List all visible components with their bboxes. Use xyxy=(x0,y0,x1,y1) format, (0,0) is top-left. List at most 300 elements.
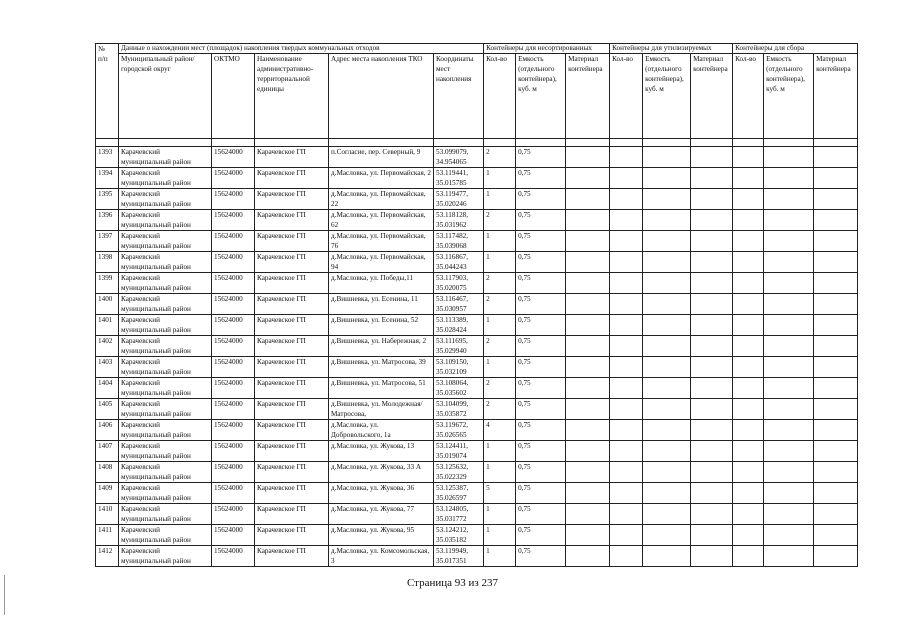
row-number: 1393 xyxy=(96,147,119,168)
collect-count-cell xyxy=(733,315,764,336)
unit-cell: Карачевское ГП xyxy=(255,483,329,504)
collect-material-cell xyxy=(814,273,858,294)
recycle-count-cell xyxy=(610,546,643,567)
collect-count-cell xyxy=(733,504,764,525)
collect-count-cell xyxy=(733,483,764,504)
collect-count-cell xyxy=(733,525,764,546)
collect-material-cell xyxy=(814,147,858,168)
recycle-count-cell xyxy=(610,189,643,210)
address-cell: д.Вишневка, ул. Есенина, 52 xyxy=(329,315,434,336)
unit-cell: Карачевское ГП xyxy=(255,420,329,441)
col-header-collect-material: Материал контейнера xyxy=(814,54,858,139)
address-cell: д.Масловка, ул. Первомайская, 94 xyxy=(329,252,434,273)
recycle-material-cell xyxy=(691,504,733,525)
recycle-capacity-cell xyxy=(643,231,691,252)
district-cell: Карачевский муниципальный район xyxy=(119,357,212,378)
collect-material-cell xyxy=(814,420,858,441)
col-header-recycle-capacity: Емкость (отдельного контейнера), куб. м xyxy=(643,54,691,139)
table-row xyxy=(96,462,858,483)
unit-cell: Карачевское ГП xyxy=(255,504,329,525)
district-cell: Карачевский муниципальный район xyxy=(119,546,212,567)
col-header-address: Адрес места накопления ТКО xyxy=(329,54,434,139)
table-row xyxy=(96,336,858,357)
collect-material-cell xyxy=(814,525,858,546)
table-row xyxy=(96,273,858,294)
collect-capacity-cell xyxy=(764,252,814,273)
recycle-capacity-cell xyxy=(643,525,691,546)
collect-material-cell xyxy=(814,294,858,315)
oktmo-cell: 15624000 xyxy=(212,420,255,441)
unit-cell: Карачевское ГП xyxy=(255,147,329,168)
recycle-count-cell xyxy=(610,504,643,525)
waste-sites-table xyxy=(95,43,858,567)
coords-cell: 53.099079, 34.954065 xyxy=(434,147,484,168)
unit-cell: Карачевское ГП xyxy=(255,315,329,336)
collect-count-cell xyxy=(733,231,764,252)
unit-cell: Карачевское ГП xyxy=(255,189,329,210)
collect-material-cell xyxy=(814,399,858,420)
recycle-capacity-cell xyxy=(643,252,691,273)
unsorted-count-cell: 1 xyxy=(484,504,516,525)
coords-cell: 53.117903, 35.020075 xyxy=(434,273,484,294)
recycle-material-cell xyxy=(691,273,733,294)
coords-cell: 53.108064, 35.035602 xyxy=(434,378,484,399)
address-cell: д.Вишневка, ул. Есенина, 11 xyxy=(329,294,434,315)
recycle-count-cell xyxy=(610,294,643,315)
table-row xyxy=(96,189,858,210)
collect-material-cell xyxy=(814,168,858,189)
recycle-material-cell xyxy=(691,294,733,315)
recycle-material-cell xyxy=(691,441,733,462)
unit-cell: Карачевское ГП xyxy=(255,294,329,315)
recycle-material-cell xyxy=(691,147,733,168)
unsorted-material-cell xyxy=(566,357,610,378)
oktmo-cell: 15624000 xyxy=(212,399,255,420)
collect-capacity-cell xyxy=(764,189,814,210)
coords-cell: 53.117482, 35.039068 xyxy=(434,231,484,252)
unsorted-count-cell: 2 xyxy=(484,147,516,168)
row-number: 1404 xyxy=(96,378,119,399)
unsorted-material-cell xyxy=(566,399,610,420)
unsorted-material-cell xyxy=(566,336,610,357)
collect-capacity-cell xyxy=(764,483,814,504)
unsorted-material-cell xyxy=(566,504,610,525)
group-header-collect: Контейнеры для сбора xyxy=(733,44,858,54)
unsorted-material-cell xyxy=(566,420,610,441)
recycle-count-cell xyxy=(610,483,643,504)
unsorted-material-cell xyxy=(566,483,610,504)
table-row xyxy=(96,420,858,441)
collect-material-cell xyxy=(814,504,858,525)
coords-cell: 53.124411, 35.019074 xyxy=(434,441,484,462)
col-header-oktmo: ОКТМО xyxy=(212,54,255,139)
coords-cell: 53.116467, 35.030957 xyxy=(434,294,484,315)
collect-capacity-cell xyxy=(764,420,814,441)
row-number: 1408 xyxy=(96,462,119,483)
unit-cell: Карачевское ГП xyxy=(255,525,329,546)
row-number: 1398 xyxy=(96,252,119,273)
oktmo-cell: 15624000 xyxy=(212,147,255,168)
unsorted-count-cell: 2 xyxy=(484,336,516,357)
oktmo-cell: 15624000 xyxy=(212,210,255,231)
unsorted-count-cell: 2 xyxy=(484,378,516,399)
col-header-collect-capacity: Емкость (отдельного контейнера), куб. м xyxy=(764,54,814,139)
collect-capacity-cell xyxy=(764,378,814,399)
coords-cell: 53.124212, 35.035182 xyxy=(434,525,484,546)
col-header-unsorted-count: Кол-во xyxy=(484,54,516,139)
collect-material-cell xyxy=(814,483,858,504)
collect-count-cell xyxy=(733,462,764,483)
coords-cell: 53.119949, 35.017351 xyxy=(434,546,484,567)
unsorted-count-cell: 1 xyxy=(484,525,516,546)
recycle-count-cell xyxy=(610,147,643,168)
table-row xyxy=(96,357,858,378)
district-cell: Карачевский муниципальный район xyxy=(119,168,212,189)
district-cell: Карачевский муниципальный район xyxy=(119,252,212,273)
oktmo-cell: 15624000 xyxy=(212,294,255,315)
col-header-recycle-material: Материал контейнера xyxy=(691,54,733,139)
recycle-material-cell xyxy=(691,525,733,546)
recycle-material-cell xyxy=(691,210,733,231)
recycle-material-cell xyxy=(691,420,733,441)
collect-count-cell xyxy=(733,399,764,420)
recycle-capacity-cell xyxy=(643,441,691,462)
collect-count-cell xyxy=(733,420,764,441)
collect-material-cell xyxy=(814,378,858,399)
col-header-unit: Наименование административно-территориальной единицы xyxy=(255,54,329,139)
district-cell: Карачевский муниципальный район xyxy=(119,273,212,294)
unsorted-count-cell: 1 xyxy=(484,546,516,567)
oktmo-cell: 15624000 xyxy=(212,462,255,483)
collect-capacity-cell xyxy=(764,399,814,420)
unsorted-material-cell xyxy=(566,441,610,462)
collect-capacity-cell xyxy=(764,210,814,231)
oktmo-cell: 15624000 xyxy=(212,357,255,378)
address-cell: д.Масловка, ул. Первомайская, 62 xyxy=(329,210,434,231)
district-cell: Карачевский муниципальный район xyxy=(119,525,212,546)
group-header-main: Данные о нахождении мест (площадок) накопления твердых коммунальных отходов xyxy=(119,44,484,54)
address-cell: д.Масловка, ул. Жукова, 36 xyxy=(329,483,434,504)
recycle-capacity-cell xyxy=(643,336,691,357)
collect-capacity-cell xyxy=(764,546,814,567)
collect-material-cell xyxy=(814,462,858,483)
recycle-count-cell xyxy=(610,420,643,441)
collect-material-cell xyxy=(814,252,858,273)
unit-cell: Карачевское ГП xyxy=(255,210,329,231)
oktmo-cell: 15624000 xyxy=(212,273,255,294)
unsorted-capacity-cell: 0,75 xyxy=(516,231,566,252)
collect-count-cell xyxy=(733,294,764,315)
address-cell: д.Масловка, ул. Жукова, 77 xyxy=(329,504,434,525)
unsorted-capacity-cell: 0,75 xyxy=(516,210,566,231)
recycle-capacity-cell xyxy=(643,399,691,420)
address-cell: д.Масловка, ул. Первомайская, 22 xyxy=(329,189,434,210)
recycle-capacity-cell xyxy=(643,273,691,294)
unsorted-capacity-cell: 0,75 xyxy=(516,189,566,210)
unsorted-material-cell xyxy=(566,231,610,252)
collect-capacity-cell xyxy=(764,231,814,252)
recycle-capacity-cell xyxy=(643,546,691,567)
district-cell: Карачевский муниципальный район xyxy=(119,315,212,336)
collect-count-cell xyxy=(733,441,764,462)
row-number: 1406 xyxy=(96,420,119,441)
recycle-material-cell xyxy=(691,357,733,378)
recycle-material-cell xyxy=(691,378,733,399)
recycle-count-cell xyxy=(610,273,643,294)
unsorted-capacity-cell: 0,75 xyxy=(516,294,566,315)
collect-count-cell xyxy=(733,210,764,231)
unsorted-capacity-cell: 0,75 xyxy=(516,399,566,420)
row-number: 1395 xyxy=(96,189,119,210)
unsorted-material-cell xyxy=(566,378,610,399)
unsorted-capacity-cell: 0,75 xyxy=(516,147,566,168)
recycle-material-cell xyxy=(691,189,733,210)
unit-cell: Карачевское ГП xyxy=(255,441,329,462)
unsorted-capacity-cell: 0,75 xyxy=(516,462,566,483)
unsorted-capacity-cell: 0,75 xyxy=(516,357,566,378)
unit-cell: Карачевское ГП xyxy=(255,336,329,357)
recycle-count-cell xyxy=(610,399,643,420)
collect-count-cell xyxy=(733,357,764,378)
collect-material-cell xyxy=(814,357,858,378)
collect-capacity-cell xyxy=(764,441,814,462)
table-row xyxy=(96,399,858,420)
address-cell: д.Вишневка, ул. Молодежная/Матросова, xyxy=(329,399,434,420)
row-number: 1397 xyxy=(96,231,119,252)
recycle-material-cell xyxy=(691,336,733,357)
recycle-count-cell xyxy=(610,168,643,189)
recycle-capacity-cell xyxy=(643,504,691,525)
table-row xyxy=(96,210,858,231)
district-cell: Карачевский муниципальный район xyxy=(119,189,212,210)
col-header-district: Муниципальный район/городской округ xyxy=(119,54,212,139)
unsorted-material-cell xyxy=(566,168,610,189)
recycle-capacity-cell xyxy=(643,294,691,315)
row-number: 1410 xyxy=(96,504,119,525)
collect-capacity-cell xyxy=(764,294,814,315)
collect-capacity-cell xyxy=(764,462,814,483)
recycle-count-cell xyxy=(610,210,643,231)
coords-cell: 53.116867, 35.044243 xyxy=(434,252,484,273)
district-cell: Карачевский муниципальный район xyxy=(119,231,212,252)
recycle-material-cell xyxy=(691,252,733,273)
oktmo-cell: 15624000 xyxy=(212,441,255,462)
unsorted-count-cell: 1 xyxy=(484,189,516,210)
recycle-capacity-cell xyxy=(643,483,691,504)
unsorted-material-cell xyxy=(566,252,610,273)
district-cell: Карачевский муниципальный район xyxy=(119,210,212,231)
recycle-capacity-cell xyxy=(643,462,691,483)
unsorted-capacity-cell: 0,75 xyxy=(516,504,566,525)
scan-edge-mark xyxy=(4,575,5,615)
recycle-capacity-cell xyxy=(643,210,691,231)
district-cell: Карачевский муниципальный район xyxy=(119,462,212,483)
recycle-count-cell xyxy=(610,441,643,462)
collect-material-cell xyxy=(814,546,858,567)
unsorted-count-cell: 2 xyxy=(484,294,516,315)
recycle-material-cell xyxy=(691,483,733,504)
collect-material-cell xyxy=(814,231,858,252)
unsorted-capacity-cell: 0,75 xyxy=(516,252,566,273)
unsorted-capacity-cell: 0,75 xyxy=(516,483,566,504)
row-number: 1405 xyxy=(96,399,119,420)
unsorted-capacity-cell: 0,75 xyxy=(516,168,566,189)
col-header-collect-count: Кол-во xyxy=(733,54,764,139)
unsorted-count-cell: 1 xyxy=(484,462,516,483)
unsorted-material-cell xyxy=(566,525,610,546)
oktmo-cell: 15624000 xyxy=(212,231,255,252)
oktmo-cell: 15624000 xyxy=(212,483,255,504)
recycle-count-cell xyxy=(610,231,643,252)
unit-cell: Карачевское ГП xyxy=(255,546,329,567)
unsorted-capacity-cell: 0,75 xyxy=(516,441,566,462)
recycle-count-cell xyxy=(610,315,643,336)
recycle-capacity-cell xyxy=(643,378,691,399)
header-spacer-row xyxy=(96,139,858,147)
collect-count-cell xyxy=(733,189,764,210)
coords-cell: 53.113389, 35.028424 xyxy=(434,315,484,336)
table-row xyxy=(96,231,858,252)
oktmo-cell: 15624000 xyxy=(212,378,255,399)
table-row xyxy=(96,378,858,399)
col-header-unsorted-capacity: Емкость (отдельного контейнера), куб. м xyxy=(516,54,566,139)
unit-cell: Карачевское ГП xyxy=(255,231,329,252)
coords-cell: 53.124805, 35.031772 xyxy=(434,504,484,525)
recycle-count-cell xyxy=(610,336,643,357)
unsorted-capacity-cell: 0,75 xyxy=(516,315,566,336)
unsorted-material-cell xyxy=(566,147,610,168)
unsorted-count-cell: 4 xyxy=(484,420,516,441)
unsorted-count-cell: 1 xyxy=(484,441,516,462)
recycle-capacity-cell xyxy=(643,189,691,210)
recycle-material-cell xyxy=(691,399,733,420)
table-row xyxy=(96,294,858,315)
collect-count-cell xyxy=(733,252,764,273)
collect-capacity-cell xyxy=(764,168,814,189)
address-cell: п.Согласие, пер. Северный, 9 xyxy=(329,147,434,168)
district-cell: Карачевский муниципальный район xyxy=(119,336,212,357)
collect-count-cell xyxy=(733,147,764,168)
recycle-material-cell xyxy=(691,462,733,483)
recycle-capacity-cell xyxy=(643,147,691,168)
unit-cell: Карачевское ГП xyxy=(255,168,329,189)
table-row xyxy=(96,252,858,273)
row-number: 1412 xyxy=(96,546,119,567)
coords-cell: 53.125387, 35.026597 xyxy=(434,483,484,504)
address-cell: д.Масловка, ул. Победы,11 xyxy=(329,273,434,294)
row-number: 1409 xyxy=(96,483,119,504)
address-cell: д.Масловка, ул. Первомайская, 76 xyxy=(329,231,434,252)
coords-cell: 53.125632, 35.022329 xyxy=(434,462,484,483)
district-cell: Карачевский муниципальный район xyxy=(119,483,212,504)
unsorted-count-cell: 2 xyxy=(484,273,516,294)
row-number: 1401 xyxy=(96,315,119,336)
recycle-capacity-cell xyxy=(643,315,691,336)
unsorted-material-cell xyxy=(566,546,610,567)
page-number: Страница 93 из 237 xyxy=(406,577,499,589)
address-cell: д.Масловка, ул. Жукова, 13 xyxy=(329,441,434,462)
unsorted-count-cell: 2 xyxy=(484,210,516,231)
table-row xyxy=(96,315,858,336)
unit-cell: Карачевское ГП xyxy=(255,252,329,273)
row-number: 1407 xyxy=(96,441,119,462)
table-row xyxy=(96,504,858,525)
oktmo-cell: 15624000 xyxy=(212,315,255,336)
coords-cell: 53.109150, 35.032109 xyxy=(434,357,484,378)
collect-capacity-cell xyxy=(764,525,814,546)
unsorted-capacity-cell: 0,75 xyxy=(516,336,566,357)
row-number: 1399 xyxy=(96,273,119,294)
address-cell: д.Вишневка, ул. Матросова, 39 xyxy=(329,357,434,378)
unsorted-material-cell xyxy=(566,189,610,210)
col-header-recycle-count: Кол-во xyxy=(610,54,643,139)
coords-cell: 53.119477, 35.020246 xyxy=(434,189,484,210)
unit-cell: Карачевское ГП xyxy=(255,378,329,399)
coords-cell: 53.111695, 35.029940 xyxy=(434,336,484,357)
unsorted-count-cell: 5 xyxy=(484,483,516,504)
col-header-coords: Координаты мест накопления xyxy=(434,54,484,139)
unsorted-material-cell xyxy=(566,462,610,483)
recycle-count-cell xyxy=(610,252,643,273)
unsorted-capacity-cell: 0,75 xyxy=(516,546,566,567)
recycle-material-cell xyxy=(691,546,733,567)
collect-material-cell xyxy=(814,210,858,231)
unsorted-capacity-cell: 0,75 xyxy=(516,378,566,399)
oktmo-cell: 15624000 xyxy=(212,252,255,273)
collect-material-cell xyxy=(814,315,858,336)
address-cell: д.Масловка, ул. Жукова, 95 xyxy=(329,525,434,546)
district-cell: Карачевский муниципальный район xyxy=(119,294,212,315)
oktmo-cell: 15624000 xyxy=(212,336,255,357)
recycle-material-cell xyxy=(691,168,733,189)
unsorted-material-cell xyxy=(566,315,610,336)
recycle-count-cell xyxy=(610,525,643,546)
collect-capacity-cell xyxy=(764,147,814,168)
table-row xyxy=(96,483,858,504)
unit-cell: Карачевское ГП xyxy=(255,273,329,294)
row-number: 1394 xyxy=(96,168,119,189)
unsorted-count-cell: 2 xyxy=(484,399,516,420)
unit-cell: Карачевское ГП xyxy=(255,462,329,483)
coords-cell: 53.119441, 35.015785 xyxy=(434,168,484,189)
coords-cell: 53.119672, 35.026565 xyxy=(434,420,484,441)
unsorted-capacity-cell: 0,75 xyxy=(516,273,566,294)
oktmo-cell: 15624000 xyxy=(212,504,255,525)
group-header-unsorted: Контейнеры для несортированных xyxy=(484,44,610,54)
recycle-capacity-cell xyxy=(643,357,691,378)
collect-count-cell xyxy=(733,273,764,294)
unsorted-capacity-cell: 0,75 xyxy=(516,420,566,441)
row-number: 1411 xyxy=(96,525,119,546)
address-cell: д.Масловка, ул. Первомайская, 2 xyxy=(329,168,434,189)
col-header-num: № п/п xyxy=(96,44,119,139)
row-number: 1403 xyxy=(96,357,119,378)
recycle-capacity-cell xyxy=(643,168,691,189)
collect-material-cell xyxy=(814,441,858,462)
collect-material-cell xyxy=(814,189,858,210)
address-cell: д.Вишневка, ул. Набережная, 2 xyxy=(329,336,434,357)
district-cell: Карачевский муниципальный район xyxy=(119,420,212,441)
recycle-material-cell xyxy=(691,231,733,252)
collect-count-cell xyxy=(733,336,764,357)
district-cell: Карачевский муниципальный район xyxy=(119,441,212,462)
unit-cell: Карачевское ГП xyxy=(255,399,329,420)
coords-cell: 53.118128, 35.031962 xyxy=(434,210,484,231)
table-row xyxy=(96,147,858,168)
row-number: 1396 xyxy=(96,210,119,231)
unsorted-count-cell: 1 xyxy=(484,168,516,189)
unsorted-count-cell: 1 xyxy=(484,252,516,273)
